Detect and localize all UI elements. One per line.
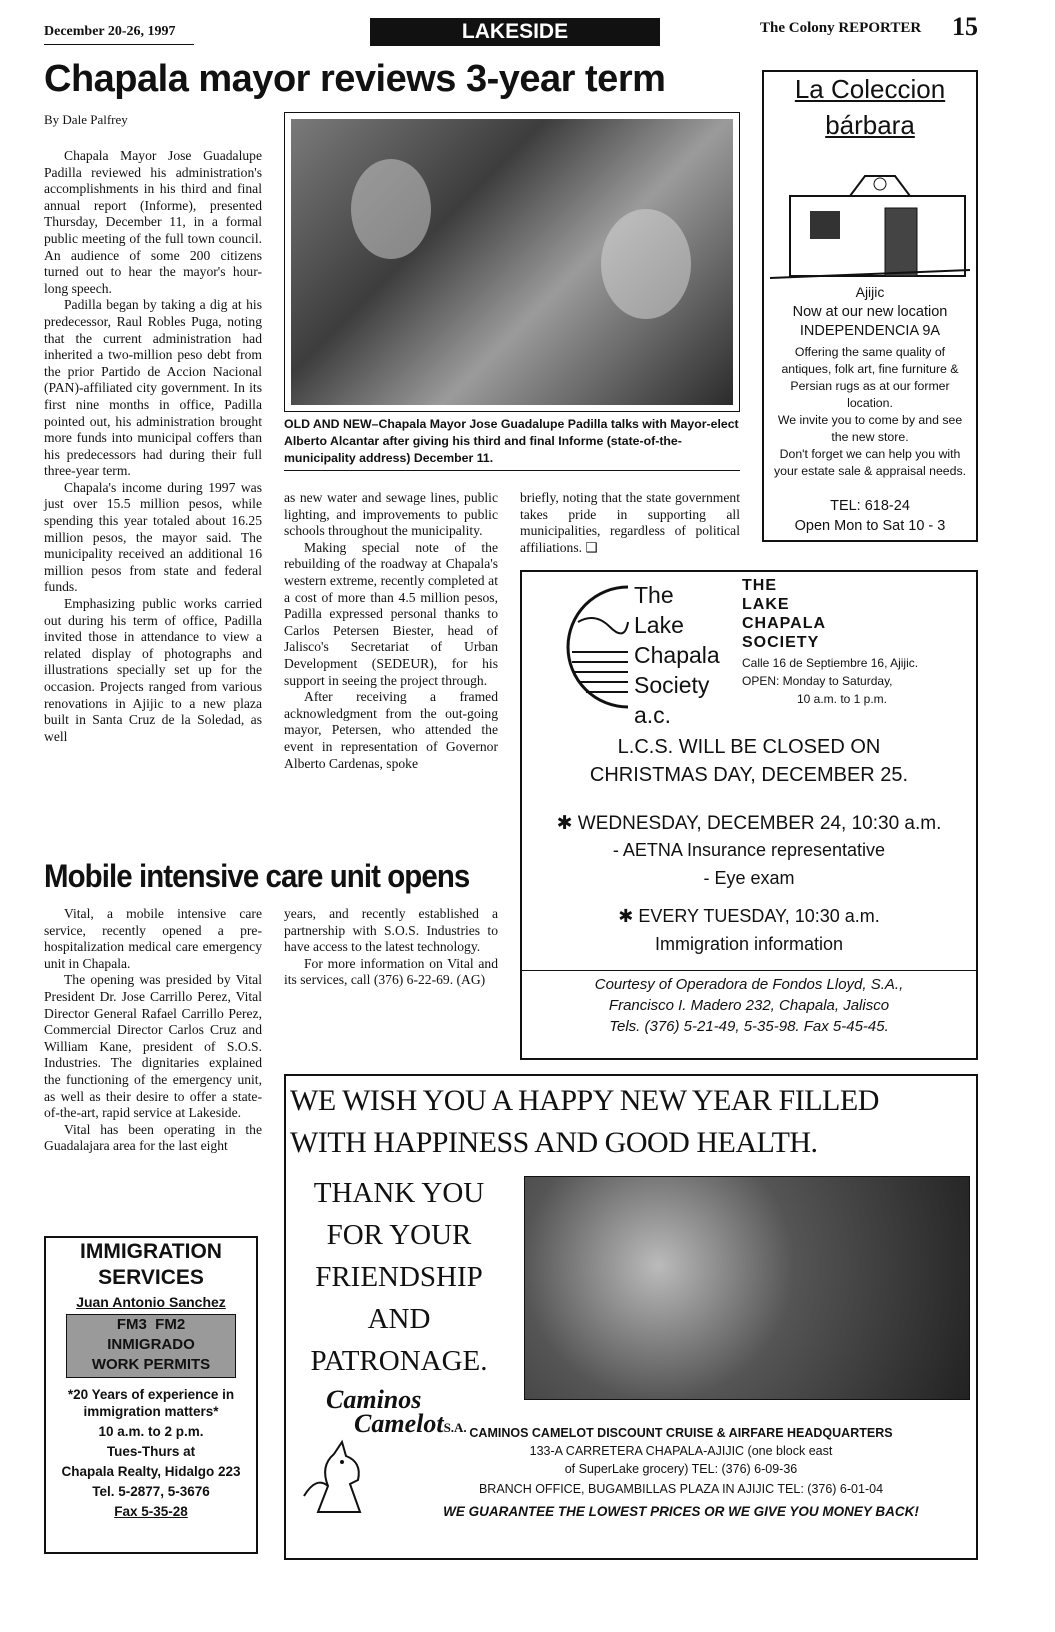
ad-copy: Don't forget we can help you with your estate sale & appraisal needs. (773, 447, 967, 478)
section-banner: LAKESIDE (370, 18, 660, 46)
event-item: Immigration information (654, 934, 844, 954)
person-shape (351, 159, 431, 259)
event-heading (522, 812, 976, 835)
paragraph: Making special note of the rebuilding of the roadway at Chapala's western extreme, recently completed at a cost of more than 4.5 million pesos, Padilla expressed personal thanks to Carlos Petersen Biester, head of Jalisco's Secretariat of Urban Development (SEDEUR), for his support in seeing the project through. (284, 539, 498, 688)
paragraph: as new water and sewage lines, public lighting, and improvements to public schools throughout the municipality. (284, 490, 498, 539)
paragraph: Emphasizing public works carried out during his term of office, Padilla invited those in attendance to view a related display of photographs and illustrations specially set up for the occasion. Projects ranged from various renovations in Ajijic to a new plaza built in Santa Cruz de la Soledad, as well (44, 596, 262, 744)
paragraph: Vital has been operating in the Guadalajara area for the last eight (44, 1121, 262, 1154)
paragraph: The opening was presided by Vital President Dr. Jose Carrillo Perez, Vital Director General Rafael Carrillo Perez, Commercial Director Carlos Cruz and William Kane, president of S.O.S. Industries. The dignitaries explained the functioning of the emergency unit, as well as their desire to offer a state-of-the-art, rapid service at Lakeside. (44, 972, 262, 1121)
lcs-title (742, 576, 826, 652)
event-item: - AETNA Insurance representative (612, 840, 886, 860)
services-panel (66, 1314, 236, 1378)
ad-copy: Offering the same quality of antiques, folk art, fine furniture & Persian rugs as at our former location. (781, 345, 959, 410)
thank-line: THANK YOU (313, 1177, 485, 1209)
fax-line: Fax 5-35-28 (114, 1504, 188, 1519)
title-line: SOCIETY (742, 634, 820, 651)
ad-lake-chapala-society (520, 570, 978, 1060)
lcs-hours: 10 a.m. to 1 p.m. (796, 692, 888, 706)
article-column-1 (44, 906, 262, 1155)
staff-group-photo (524, 1176, 970, 1400)
paragraph: Chapala Mayor Jose Guadalupe Padilla reviewed his administration's accomplishments in his third and final annual report (Informe), presented Thursday, December 11, in a formal public meeting of the full town council. An audience of some 200 citizens turned out to hear the mayor's hour-long speech. (44, 148, 262, 296)
divider (284, 470, 740, 471)
phone-line: Tel. 5-2877, 5-3676 (92, 1484, 210, 1499)
article-column-1 (44, 148, 262, 745)
news-photo-frame (284, 112, 740, 412)
photo-mayors (291, 119, 733, 405)
address-line: CAMINOS CAMELOT DISCOUNT CRUISE & AIRFARE HEADQUARTERS (469, 1426, 893, 1440)
asterisk-icon: ✱ (618, 906, 639, 926)
ad-title: SERVICES (98, 1266, 204, 1289)
logo-line: Lake (634, 612, 684, 638)
title-line: CHAPALA (742, 615, 827, 632)
title-line: LAKE (742, 596, 790, 613)
hours-line: Tues-Thurs at (106, 1444, 196, 1459)
lcs-logo-text (634, 580, 720, 730)
lcs-address: Calle 16 de Septiembre 16, Ajijic. (742, 656, 919, 670)
courtesy-line: Courtesy of Operadora de Fondos Lloyd, S.A., (594, 976, 904, 993)
person-shape (601, 209, 691, 319)
shop-name: La Coleccion (794, 74, 946, 104)
article-headline: Mobile intensive care unit opens (44, 858, 470, 894)
closed-notice: L.C.S. WILL BE CLOSED ON (617, 736, 881, 758)
thank-line: FOR YOUR (326, 1219, 472, 1251)
paragraph: Vital, a mobile intensive care service, recently opened a pre-hospitalization medical care emergency unit in Chapala. (44, 906, 262, 971)
logo-line: a.c. (634, 702, 672, 728)
courtesy-line: Francisco I. Madero 232, Chapala, Jalisco (608, 997, 890, 1014)
service-item: WORK PERMITS (91, 1356, 211, 1373)
agent-name: Juan Antonio Sanchez (76, 1294, 226, 1310)
page-number: 15 (952, 12, 978, 41)
paragraph: Chapala's income during 1997 was just over 15.5 million pesos, while spending this year totaled about 16.25 million pesos, the mayor said. The municipality received an additional 16 million pesos from state and federal funds. (44, 479, 262, 595)
thank-line: AND (367, 1303, 431, 1335)
ad-title: IMMIGRATION (80, 1240, 222, 1263)
knight-horse-icon (298, 1436, 384, 1520)
article-headline: Chapala mayor reviews 3-year term (44, 58, 666, 100)
paragraph: years, and recently established a partnership with S.O.S. Industries to have access to the latest technology. (284, 906, 498, 955)
closed-notice: CHRISTMAS DAY, DECEMBER 25. (589, 764, 909, 786)
greeting-line: WITH HAPPINESS AND GOOD HEALTH. (290, 1126, 818, 1159)
event-date: WEDNESDAY, DECEMBER 24, 10:30 a.m. (577, 813, 942, 834)
title-line: THE (742, 577, 777, 594)
hours-line: 10 a.m. to 2 p.m. (98, 1424, 204, 1439)
address-line: of SuperLake grocery) TEL: (376) 6-09-36 (564, 1462, 798, 1476)
location-line: Now at our new location (792, 304, 948, 320)
ad-la-coleccion (762, 70, 978, 542)
logo-line: Chapala (634, 642, 720, 668)
greeting-line: WE WISH YOU A HAPPY NEW YEAR FILLED (290, 1084, 879, 1117)
service-item: INMIGRADO (107, 1336, 195, 1353)
divider (522, 970, 976, 971)
photo-caption: OLD AND NEW–Chapala Mayor Jose Guadalupe Padilla talks with Mayor-elect Alberto Alcantar after giving his third and final Informe (state-of-the-municipality address) December 11. (284, 417, 739, 465)
issue-date: December 20-26, 1997 (44, 24, 176, 39)
article-column-2 (284, 906, 498, 989)
thank-you-block (286, 1172, 512, 1382)
service-item: FM3 FM2 (116, 1316, 186, 1333)
event-date: EVERY TUESDAY, 10:30 a.m. (638, 906, 880, 926)
paragraph: After receiving a framed acknowledgment from the out-going mayor, Petersen, who attended the event in representation of Governor Alberto Cardenas, spoke (284, 689, 498, 771)
event-heading (522, 906, 976, 927)
logo-line: The (634, 582, 674, 608)
event-item: - Eye exam (703, 868, 795, 888)
byline: By Dale Palfrey (44, 112, 128, 127)
ad-copy: We invite you to come by and see the new store. (777, 413, 963, 444)
logo-word: Caminos (326, 1385, 422, 1414)
asterisk-icon: ✱ (556, 813, 578, 834)
shop-phone: TEL: 618-24 (830, 498, 910, 514)
logo-suffix: S.A. (443, 1420, 467, 1435)
header-rule (44, 44, 194, 45)
courtesy-line: Tels. (376) 5-21-49, 5-35-98. Fax 5-45-45. (609, 1018, 889, 1035)
location-line: INDEPENDENCIA 9A (799, 323, 941, 339)
paragraph: briefly, noting that the state government takes pride in supporting all municipalities, regardless of political affiliations. ❑ (520, 490, 740, 555)
storefront-illustration (770, 146, 970, 286)
ad-immigration-services (44, 1236, 258, 1554)
address-line: BRANCH OFFICE, BUGAMBILLAS PLAZA IN AJIJIC TEL: (376) 6-01-04 (478, 1482, 884, 1496)
article-column-3 (520, 490, 740, 556)
paragraph: Padilla began by taking a dig at his predecessor, Raul Robles Puga, noting that the current administration had inherited a two-million peso debt from the prior Partido de Accion Nacional (PAN)-affiliated city government. In its first nine months in office, Padilla pointed out, his administration brought more funds into municipal coffers than his predecessors had during their full three-year term. (44, 297, 262, 479)
address-line: 133-A CARRETERA CHAPALA-AJIJIC (one block east (529, 1444, 833, 1458)
guarantee-line: WE GUARANTEE THE LOWEST PRICES OR WE GIVE YOU MONEY BACK! (443, 1504, 919, 1519)
shop-name: bárbara (825, 110, 915, 140)
address-line: Chapala Realty, Hidalgo 223 (61, 1464, 241, 1479)
thank-line: PATRONAGE. (310, 1345, 488, 1377)
lcs-logo-icon (560, 582, 630, 712)
paragraph: For more information on Vital and its services, call (376) 6-22-69. (AG) (284, 955, 498, 988)
logo-word: Camelot (354, 1409, 444, 1438)
article-column-2 (284, 490, 498, 772)
logo-line: Society (634, 672, 710, 698)
ad-caminos-camelot (284, 1074, 978, 1560)
paper-name: The Colony REPORTER (760, 20, 922, 36)
thank-line: FRIENDSHIP (315, 1261, 483, 1293)
lcs-open: OPEN: Monday to Saturday, (742, 674, 893, 688)
experience-line: *20 Years of experience in immigration matters* (67, 1387, 235, 1419)
shop-town: Ajijic (855, 284, 885, 300)
shop-hours: Open Mon to Sat 10 - 3 (794, 518, 946, 534)
